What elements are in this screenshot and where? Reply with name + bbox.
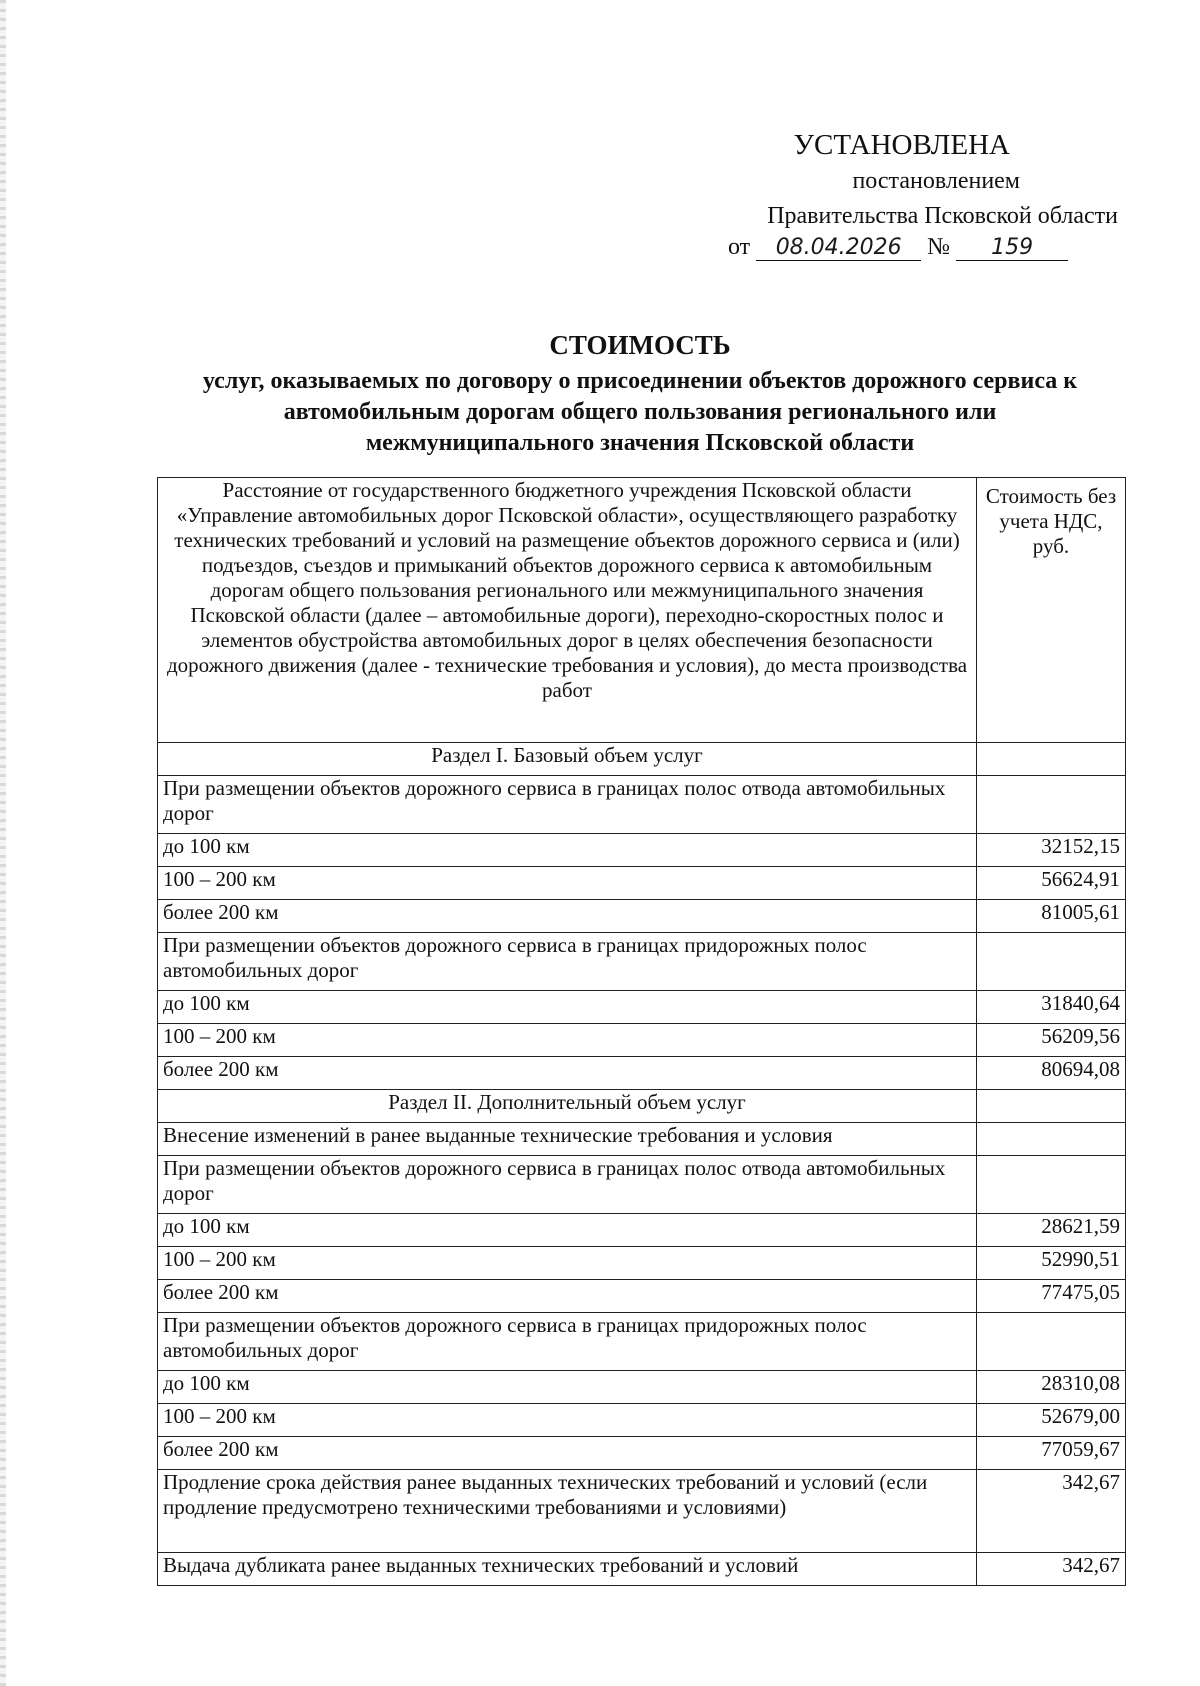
table-row [158, 991, 1126, 1024]
table-row [158, 1313, 1126, 1371]
row-label: При размещении объектов дорожного сервиса в границах полос отвода автомобильных дорог [158, 776, 977, 834]
section-title: Раздел II. Дополнительный объем услуг [158, 1090, 977, 1123]
table-row [158, 1553, 1126, 1586]
table-row [158, 1404, 1126, 1437]
row-value: 342,67 [977, 1553, 1126, 1586]
document-title: СТОИМОСТЬ [549, 330, 731, 360]
row-label: 100 – 200 км [158, 867, 977, 900]
table-row [158, 834, 1126, 867]
row-value [977, 1156, 1126, 1214]
row-value: 56209,56 [977, 1024, 1126, 1057]
approval-title: УСТАНОВЛЕНА [793, 129, 1010, 161]
row-value: 32152,15 [977, 834, 1126, 867]
table-row [158, 1247, 1126, 1280]
table-header-row [158, 478, 1126, 743]
table-row [158, 1214, 1126, 1247]
row-label: более 200 км [158, 1057, 977, 1090]
table-row [158, 776, 1126, 834]
row-label: При размещении объектов дорожного сервиса в границах придорожных полос автомобильных дорог [158, 933, 977, 991]
table-row [158, 867, 1126, 900]
table-row [158, 1437, 1126, 1470]
row-value [977, 1123, 1126, 1156]
table-row [158, 1024, 1126, 1057]
table-row [158, 1371, 1126, 1404]
price-table [157, 477, 1126, 1586]
row-value [977, 1090, 1126, 1123]
row-value: 28310,08 [977, 1371, 1126, 1404]
table-row [158, 1280, 1126, 1313]
row-value: 342,67 [977, 1470, 1126, 1553]
row-label: более 200 км [158, 1437, 977, 1470]
row-value: 52990,51 [977, 1247, 1126, 1280]
table-row [158, 900, 1126, 933]
number-sign: № [927, 234, 951, 260]
handwritten-number: 159 [956, 235, 1068, 261]
table-row [158, 1090, 1126, 1123]
handwritten-date: 08.04.2026 [756, 235, 921, 261]
row-value: 80694,08 [977, 1057, 1126, 1090]
row-label: 100 – 200 км [158, 1024, 977, 1057]
row-value: 28621,59 [977, 1214, 1126, 1247]
table-row [158, 1470, 1126, 1553]
header-cost: Стоимость без учета НДС, руб. [977, 478, 1126, 743]
section-title: Раздел I. Базовый объем услуг [158, 743, 977, 776]
row-value [977, 743, 1126, 776]
row-value: 31840,64 [977, 991, 1126, 1024]
row-label: до 100 км [158, 991, 977, 1024]
row-label: Продление срока действия ранее выданных технических требований и условий (если продление предусмотрено техническими требованиями и условиями) [158, 1470, 977, 1553]
row-label: до 100 км [158, 1371, 977, 1404]
row-label: 100 – 200 км [158, 1404, 977, 1437]
row-value: 81005,61 [977, 900, 1126, 933]
row-label: до 100 км [158, 834, 977, 867]
table-row [158, 933, 1126, 991]
row-label: 100 – 200 км [158, 1247, 977, 1280]
date-prefix: от [728, 234, 751, 260]
document-subtitle: услуг, оказываемых по договору о присоединении объектов дорожного сервиса к автомобильным дорогам общего пользования регионального или межмуниципального значения Псковской области [202, 368, 1078, 456]
row-value [977, 776, 1126, 834]
approval-date-line [728, 234, 1068, 261]
table-row [158, 743, 1126, 776]
row-value [977, 933, 1126, 991]
scan-edge [0, 0, 6, 1686]
row-label: более 200 км [158, 900, 977, 933]
row-value: 52679,00 [977, 1404, 1126, 1437]
row-label: При размещении объектов дорожного сервиса в границах придорожных полос автомобильных дорог [158, 1313, 977, 1371]
row-label: более 200 км [158, 1280, 977, 1313]
row-label: Внесение изменений в ранее выданные технические требования и условия [158, 1123, 977, 1156]
row-value: 56624,91 [977, 867, 1126, 900]
row-value [977, 1313, 1126, 1371]
header-distance: Расстояние от государственного бюджетного учреждения Псковской области «Управление автомобильных дорог Псковской области», осуществляющего разработку технических требований и условий на размещение объектов дорожного сервиса и (или) подъездов, съездов и примыканий объектов дорожного сервиса к автомобильным дорогам общего пользования регионального или межмуниципального значения Псковской области (далее – автомобильные дороги), переходно-скоростных полос и элементов обустройства автомобильных дорог в целях обеспечения безопасности дорожного движения (далее - технические требования и условия), до места производства работ [158, 478, 977, 743]
table-row [158, 1057, 1126, 1090]
table-row [158, 1123, 1126, 1156]
row-value: 77475,05 [977, 1280, 1126, 1313]
approval-line-2: постановлением [852, 168, 1020, 194]
approval-line-3: Правительства Псковской области [767, 203, 1118, 229]
row-label: до 100 км [158, 1214, 977, 1247]
row-label: Выдача дубликата ранее выданных технических требований и условий [158, 1553, 977, 1586]
row-label: При размещении объектов дорожного сервиса в границах полос отвода автомобильных дорог [158, 1156, 977, 1214]
table-row [158, 1156, 1126, 1214]
row-value: 77059,67 [977, 1437, 1126, 1470]
